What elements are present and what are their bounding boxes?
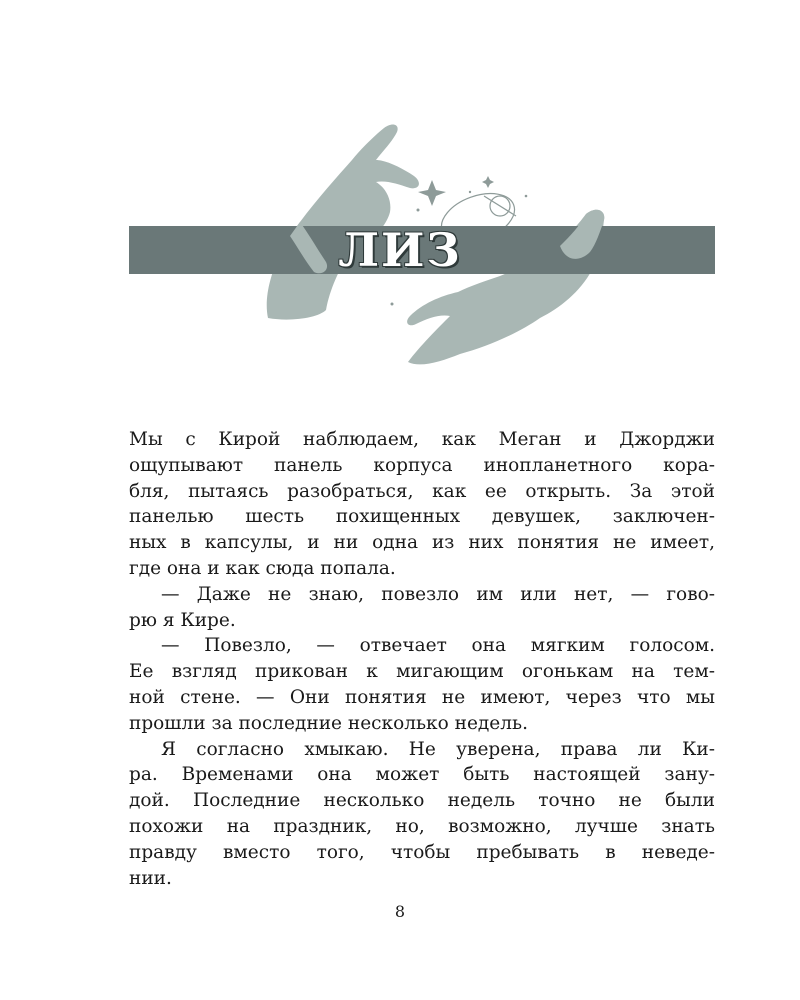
chapter-title: ЛИЗ (338, 223, 462, 277)
text-line: панелью шесть похищенных девушек, заключен- (129, 506, 715, 528)
text-line: — Повезло, — отвечает она мягким голосом. (161, 635, 715, 657)
text-line: где она и как сюда попала. (129, 557, 396, 579)
chapter-header (0, 0, 800, 380)
text-line: нии. (129, 867, 172, 889)
hands-overlay (0, 0, 800, 380)
text-line: бля, пытаясь разобраться, как ее открыть. За этой (129, 480, 715, 502)
text-line: ной стене. — Они понятия не имеют, через что мы (129, 686, 715, 708)
text-line: — Даже не знаю, повезло им или нет, — гово- (161, 583, 715, 605)
text-line: ных в капсулы, и ни одна из них понятия не имеет, (129, 532, 715, 554)
text-line: правду вместо того, чтобы пребывать в неведе- (129, 841, 715, 863)
text-line: Мы с Кирой наблюдаем, как Меган и Джорджи (129, 429, 715, 450)
text-line: прошли за последние несколько недель. (129, 712, 528, 734)
text-line: похожи на праздник, но, возможно, лучше знать (129, 815, 715, 837)
text-line: рю я Кире. (129, 609, 236, 631)
text-line: ощупывают панель корпуса инопланетного кора- (129, 454, 715, 476)
body-text (129, 427, 715, 891)
page-number: 8 (394, 902, 406, 921)
text-line: Я согласно хмыкаю. Не уверена, права ли Ки- (161, 738, 715, 760)
text-line: ра. Временами она может быть настоящей зану- (129, 764, 715, 786)
text-line: Ее взгляд прикован к мигающим огонькам на тем- (129, 661, 715, 683)
text-line: дой. Последние несколько недель точно не были (129, 790, 715, 812)
